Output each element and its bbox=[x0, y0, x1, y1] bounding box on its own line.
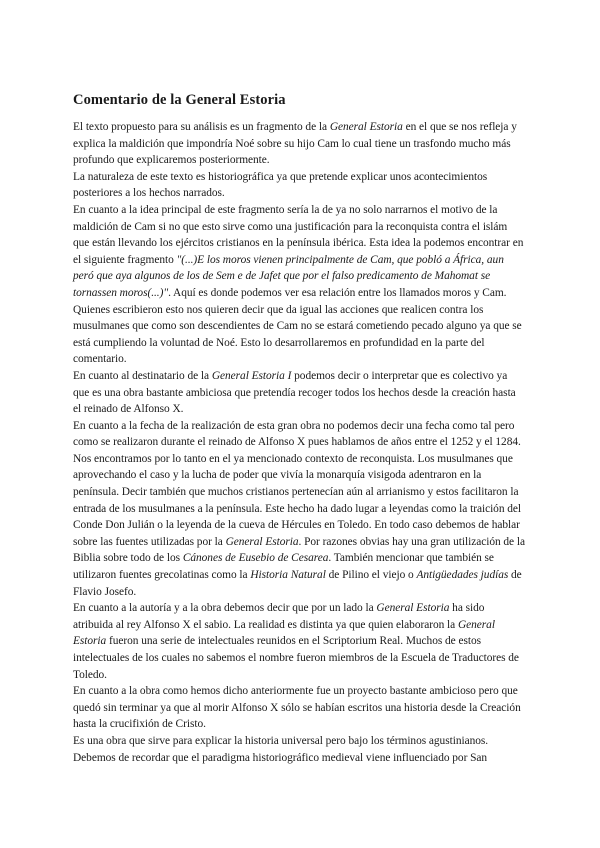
text-run: de Flavio Josefo. bbox=[73, 569, 522, 598]
text-run: en el que se nos refleja y explica la maldición que impondría Noé sobre su hijo Cam lo cual tiene un trasfondo mucho más profundo que explicaremos posteriormente. bbox=[73, 121, 517, 167]
paragraph bbox=[73, 733, 525, 766]
italic-text: General Estoria bbox=[376, 602, 450, 615]
italic-text: General Estoria bbox=[73, 618, 495, 648]
italic-text: Antigüedades judías bbox=[416, 569, 509, 582]
text-run: En cuanto a la fecha de la realización de esta gran obra no podemos decir una fecha como tal pero como se realizaron durante el reinado de Alfonso X pues hablamos de años entre el 1252 y el 1284. Nos encontramos por lo tanto en el ya mencionado contexto de reconquista. Los musulmanes que aprovechando el caso y la lucha de poder que vivía la monarquía visigoda adentraron en la península. Decir también que muchos cristianos pertenecían aún al arrianismo y estos facilitaron la entrada de los musulmanes a la península. Este hecho ha dado lugar a leyendas como la traición del Conde Don Julián o la leyenda de la cueva de Hércules en Toledo. En todo caso debemos de hablar sobre las fuentes utilizadas por la bbox=[73, 419, 522, 548]
text-run: El texto propuesto para su análisis es un fragmento de la bbox=[73, 121, 330, 133]
italic-text: General Estoria I bbox=[211, 369, 292, 382]
paragraph bbox=[73, 169, 525, 202]
text-run: ha sido atribuida al rey Alfonso X el sabio. La realidad es distinta ya que quien elaboraron la bbox=[73, 602, 485, 631]
paragraph bbox=[73, 202, 525, 368]
paragraph bbox=[73, 600, 525, 683]
text-run: de Pilino el viejo o bbox=[325, 569, 417, 582]
text-run: . También mencionar que también se utilizaron fuentes grecolatinas como la bbox=[73, 552, 494, 582]
text-run: . Por razones obvias hay una gran utilización de la Biblia sobre todo de los bbox=[73, 535, 525, 565]
text-run: En cuanto a la idea principal de este fragmento sería la de ya no solo narrarnos el motivo de la maldición de Cam si no que esto sirve como una justificación para la reconquista contra el islám que están llevando los ejércitos cristianos en la península ibérica. Esta idea la podemos encontrar en el siguiente fragmento bbox=[73, 203, 524, 266]
paragraph bbox=[73, 368, 525, 418]
text-run: En cuanto a la obra como hemos dicho anteriormente fue un proyecto bastante ambicioso pero que quedó sin terminar ya que al morir Alfonso X sólo se habían escritos una historia desde la Creación hasta la crucifixión de Cristo. bbox=[73, 685, 521, 731]
italic-text: General Estoria bbox=[329, 121, 403, 133]
document-page bbox=[73, 92, 525, 766]
paragraph bbox=[73, 683, 525, 733]
paragraph bbox=[73, 119, 525, 169]
italic-text: Cánones de Eusebio de Cesarea bbox=[182, 552, 329, 565]
text-run: . Aquí es donde podemos ver esa relación entre los llamados moros y Cam. Quienes escribieron esto nos quieren decir que da igual las acciones que realicen contra los musulmanes que como son descendientes de Cam no se estará cometiendo pecado alguno ya que se está cumpliendo la voluntad de Noé. Esto lo desarrollaremos en profundidad en la parte del comentario. bbox=[73, 286, 522, 366]
text-run: podemos decir o interpretar que es colectivo ya que es una obra bastante ambiciosa que pretendía recoger todos los hechos desde la creación hasta el reinado de Alfonso X. bbox=[73, 369, 516, 416]
italic-text: "(...)E los moros vienen principalmente de Cam, que pobló a África, aun peró que aya algunos de los de Sem e de Jafet que por el falso predicamento de Mahomat se tornassen moros(...)" bbox=[73, 253, 504, 299]
paragraph bbox=[73, 418, 525, 601]
text-run: En cuanto a la autoría y a la obra debemos decir que por un lado la bbox=[73, 602, 377, 615]
text-run: fueron una serie de intelectuales reunidos en el Scriptorium Real. Muchos de estos intelectuales de los cuales no sabemos el nombre fueron miembros de la Escuela de Traductores de Toledo. bbox=[73, 635, 519, 681]
italic-text: Historia Natural bbox=[250, 569, 326, 582]
document-body bbox=[73, 119, 525, 766]
italic-text: General Estoria bbox=[225, 535, 299, 548]
document-title: Comentario de la General Estoria bbox=[73, 92, 286, 108]
text-run: En cuanto al destinatario de la bbox=[73, 369, 212, 382]
text-run: Es una obra que sirve para explicar la historia universal pero bajo los términos agustinianos. Debemos de recordar que el paradigma historiográfico medieval viene influenciado por San bbox=[73, 734, 489, 764]
text-run: La naturaleza de este texto es historiográfica ya que pretende explicar unos acontecimientos posteriores a los hechos narrados. bbox=[73, 170, 488, 200]
